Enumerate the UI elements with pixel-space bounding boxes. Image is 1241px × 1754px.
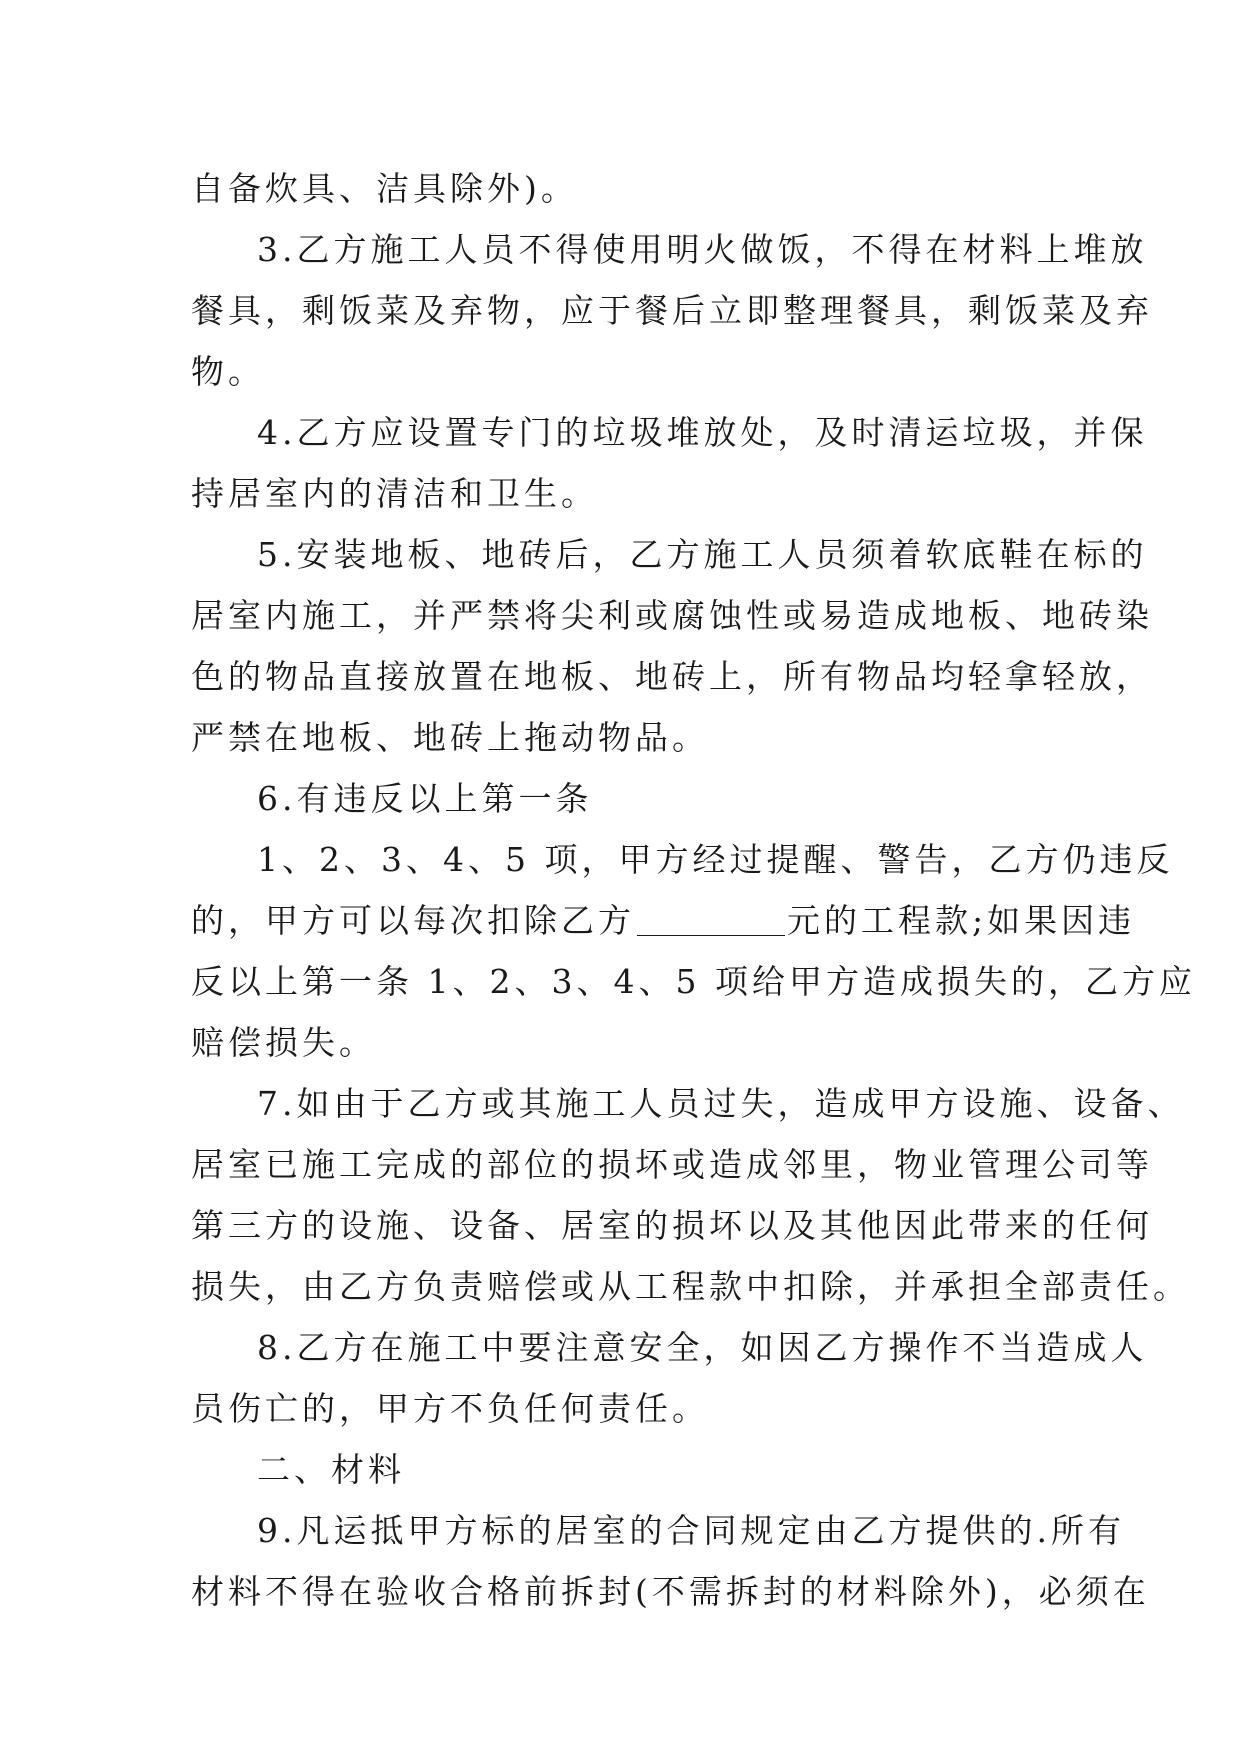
clause-5-line: 5.安装地板、地砖后，乙方施工人员须着软底鞋在标的 <box>257 535 1148 574</box>
clause-6-line: 6.有违反以上第一条 <box>257 779 593 818</box>
text-line: 赔偿损失。 <box>191 1023 376 1062</box>
text-line: 色的物品直接放置在地板、地砖上，所有物品均轻拿轻放， <box>191 657 1153 696</box>
clause-4-line: 4.乙方应设置专门的垃圾堆放处，及时清运垃圾，并保 <box>257 413 1148 452</box>
clause-3-line: 3.乙方施工人员不得使用明火做饭，不得在材料上堆放 <box>257 230 1148 269</box>
clause-8-line: 8.乙方在施工中要注意安全，如因乙方操作不当造成人 <box>257 1328 1148 1367</box>
text-line: 居室已施工完成的部位的损坏或造成邻里，物业管理公司等 <box>191 1145 1153 1184</box>
amount-blank <box>637 905 785 936</box>
text-line: 物。 <box>191 352 265 391</box>
clause-7-line: 7.如由于乙方或其施工人员过失，造成甲方设施、设备、 <box>257 1084 1185 1123</box>
text-line: 严禁在地板、地砖上拖动物品。 <box>191 718 709 757</box>
text-line: 自备炊具、洁具除外)。 <box>191 169 578 208</box>
text-after-blank: 元的工程款;如果因违 <box>787 901 1136 940</box>
text-line: 居室内施工，并严禁将尖利或腐蚀性或易造成地板、地砖染 <box>191 596 1153 635</box>
document-body <box>191 158 1196 1622</box>
text-line: 持居室内的清洁和卫生。 <box>191 474 598 513</box>
text-before-blank: 的，甲方可以每次扣除乙方 <box>191 901 635 940</box>
text-line: 员伤亡的，甲方不负任何责任。 <box>191 1389 709 1428</box>
text-line: 餐具，剩饭菜及弃物，应于餐后立即整理餐具，剩饭菜及弃 <box>191 291 1153 330</box>
clause-9-line: 9.凡运抵甲方标的居室的合同规定由乙方提供的.所有 <box>257 1511 1125 1550</box>
text-line: 损失，由乙方负责赔偿或从工程款中扣除，并承担全部责任。 <box>191 1267 1190 1306</box>
text-line: 材料不得在验收合格前拆封(不需拆封的材料除外)，必须在 <box>191 1572 1150 1611</box>
text-line: 1、2、3、4、5 项，甲方经过提醒、警告，乙方仍违反 <box>257 840 1174 879</box>
text-line: 第三方的设施、设备、居室的损坏以及其他因此带来的任何 <box>191 1206 1153 1245</box>
text-line: 反以上第一条 1、2、3、4、5 项给甲方造成损失的，乙方应 <box>191 962 1196 1001</box>
fill-in-line <box>191 890 1136 951</box>
section-heading: 二、材料 <box>257 1450 405 1489</box>
